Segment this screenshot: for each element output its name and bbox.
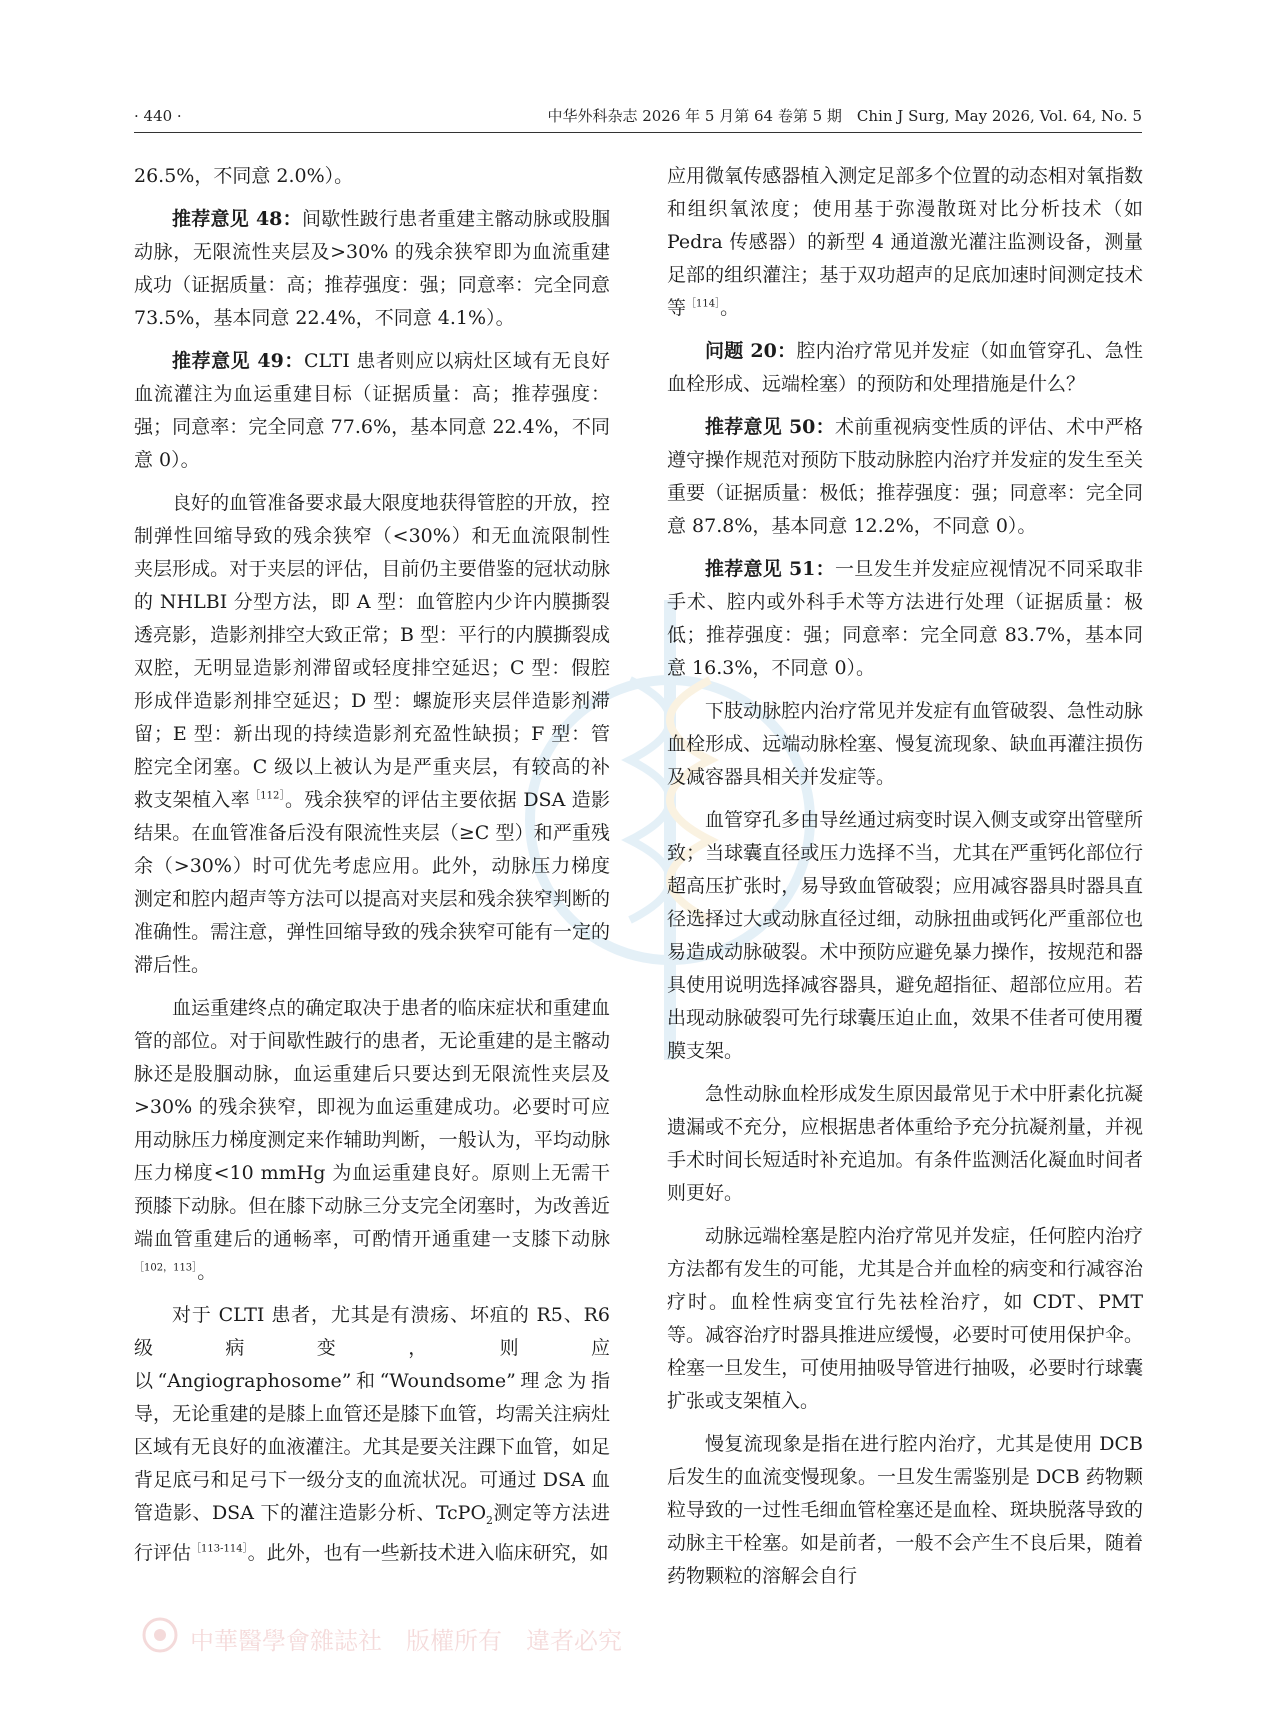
paragraph-text: 对于 CLTI 患者，尤其是有溃疡、坏疽的 R5、R6 级病变，则应以“Angiographosome”和“Woundsome”理念为指导，无论重建的是膝上血管还是膝下血管，均需关注病灶区域有无良好的血液灌注。尤其是要关注踝下血管，如足背足底弓和足弓下一级分支的血流状况。可通过 DSA 血管造影、DSA 下的灌注造影分析、TcPO (134, 1304, 610, 1524)
recommendation-51 (667, 553, 1143, 685)
paragraph-text: 一旦发生并发症应视情况不同采取非手术、腔内或外科手术等方法进行处理（证据质量：极低；推荐强度：强；同意率：完全同意 83.7%，基本同意 16.3%，不同意 0）。 (667, 558, 1143, 679)
journal-citation: 中华外科杂志 2026 年 5 月第 64 卷第 5 期 Chin J Surg, May 2026, Vol. 64, No. 5 (547, 107, 1142, 125)
citation-ref: ［113-114］ (191, 1543, 248, 1555)
paragraph-text: 腔内治疗常见并发症（如血管穿孔、急性血栓形成、远端栓塞）的预防和处理措施是什么？ (667, 340, 1143, 395)
paragraph-text: 。 (197, 1261, 217, 1283)
paragraph-text: 间歇性跛行患者重建主髂动脉或股腘动脉，无限流性夹层及>30% 的残余狭窄即为血流重建成功（证据质量：高；推荐强度：强；同意率：完全同意 73.5%，基本同意 22.4%，不同意 4.1%）。 (134, 208, 610, 329)
paragraph (667, 160, 1143, 325)
paragraph-text: 良好的血管准备要求最大限度地获得管腔的开放，控制弹性回缩导致的残余狭窄（<30%）和无血流限制性夹层形成。对于夹层的评估，目前仍主要借鉴的冠状动脉的 NHLBI 分型方法，即 A 型：血管腔内少许内膜撕裂透亮影，造影剂排空大致正常；B 型：平行的内膜撕裂成双腔，无明显造影剂滞留或轻度排空延迟；C 型：假腔形成伴造影剂排空延迟；D 型：螺旋形夹层伴造影剂滞留；E 型：新出现的持续造影剂充盈性缺损；F 型：管腔完全闭塞。C 级以上被认为是严重夹层，有较高的补救支架植入率 (134, 492, 611, 811)
paragraph-text: 。 (720, 297, 740, 319)
paragraph (134, 992, 610, 1289)
paragraph (134, 1299, 610, 1570)
running-header (134, 104, 1142, 128)
paragraph-text: 。此外，也有一些新技术进入临床研究，如 (247, 1541, 609, 1564)
recommendation-label: 推荐意见 50： (705, 416, 835, 438)
right-column (667, 160, 1143, 1603)
page-number: · 440 · (134, 107, 182, 125)
subscript: 2 (486, 1513, 494, 1527)
citation-ref: ［102，113］ (134, 1262, 198, 1274)
question-label: 问题 20： (705, 340, 797, 362)
publisher-seal-text: 中華醫學會雜誌社 版權所有 違者必究 (190, 1627, 622, 1655)
paragraph: 动脉远端栓塞是腔内治疗常见并发症，任何腔内治疗方法都有发生的可能，尤其是合并血栓的病变和行减容治疗时。血栓性病变宜行先祛栓治疗，如 CDT、PMT 等。减容治疗时器具推进应缓慢，必要时可使用保护伞。栓塞一旦发生，可使用抽吸导管进行抽吸，必要时行球囊扩张或支架植入。 (667, 1225, 1143, 1412)
paragraph-text: 。残余狭窄的评估主要依据 DSA 造影结果。在血管准备后没有限流性夹层（≥C 型）和严重残余（>30%）时可优先考虑应用。此外，动脉压力梯度测定和腔内超声等方法可以提高对夹层和残余狭窄判断的准确性。需注意，弹性回缩导致的残余狭窄可能有一定的滞后性。 (134, 789, 610, 976)
flower-logo-icon (140, 1615, 180, 1655)
paragraph: 慢复流现象是指在进行腔内治疗，尤其是使用 DCB 后发生的血流变慢现象。一旦发生需鉴别是 DCB 药物颗粒导致的一过性毛细血管栓塞还是血栓、斑块脱落导致的动脉主干栓塞。如是前者，一般不会产生不良后果，随着药物颗粒的溶解会自行 (667, 1433, 1143, 1587)
paragraph-text: 26.5%，不同意 2.0%）。 (134, 165, 354, 187)
question-20 (667, 335, 1143, 401)
paragraph-text: CLTI 患者则应以病灶区域有无良好血流灌注为血运重建目标（证据质量：高；推荐强度：强；同意率：完全同意 77.6%，基本同意 22.4%，不同意 0）。 (134, 350, 610, 471)
publisher-seal-watermark (140, 1615, 622, 1659)
paragraph-text: 测定等方法进行评估 (134, 1502, 610, 1564)
paragraph (134, 160, 610, 193)
recommendation-label: 推荐意见 48： (172, 208, 302, 230)
recommendation-49 (134, 345, 610, 477)
citation-ref: ［114］ (686, 298, 721, 310)
paragraph (134, 487, 610, 982)
paragraph: 下肢动脉腔内治疗常见并发症有血管破裂、急性动脉血栓形成、远端动脉栓塞、慢复流现象、缺血再灌注损伤及减容器具相关并发症等。 (667, 700, 1143, 788)
paragraph-text: 术前重视病变性质的评估、术中严格遵守操作规范对预防下肢动脉腔内治疗并发症的发生至关重要（证据质量：极低；推荐强度：强；同意率：完全同意 87.8%，基本同意 12.2%，不同意 0）。 (667, 416, 1143, 537)
paragraph: 急性动脉血栓形成发生原因最常见于术中肝素化抗凝遗漏或不充分，应根据患者体重给予充分抗凝剂量，并视手术时间长短适时补充追加。有条件监测活化凝血时间者则更好。 (667, 1083, 1143, 1204)
recommendation-label: 推荐意见 49： (172, 350, 304, 372)
left-column (134, 160, 610, 1580)
paragraph-text: 血运重建终点的确定取决于患者的临床症状和重建血管的部位。对于间歇性跛行的患者，无论重建的是主髂动脉还是股腘动脉，血运重建后只要达到无限流性夹层及>30% 的残余狭窄，即视为血运重建成功。必要时可应用动脉压力梯度测定来作辅助判断，一般认为，平均动脉压力梯度<10 mmHg 为血运重建良好。原则上无需干预膝下动脉。但在膝下动脉三分支完全闭塞时，为改善近端血管重建后的通畅率，可酌情开通重建一支膝下动脉 (134, 997, 610, 1250)
recommendation-label: 推荐意见 51： (705, 558, 835, 580)
header-rule (134, 132, 1142, 133)
paragraph-text: 应用微氧传感器植入测定足部多个位置的动态相对氧指数和组织氧浓度；使用基于弥漫散斑对比分析技术（如 Pedra 传感器）的新型 4 通道激光灌注监测设备，测量足部的组织灌注；基于双功超声的足底加速时间测定技术等 (667, 165, 1143, 319)
recommendation-48 (134, 203, 610, 335)
recommendation-50 (667, 411, 1143, 543)
citation-ref: ［112］ (249, 790, 286, 802)
paragraph: 血管穿孔多由导丝通过病变时误入侧支或穿出管壁所致；当球囊直径或压力选择不当，尤其在严重钙化部位行超高压扩张时，易导致血管破裂；应用减容器具时器具直径选择过大或动脉直径过细，动脉扭曲或钙化严重部位也易造成动脉破裂。术中预防应避免暴力操作，按规范和器具使用说明选择减容器具，避免超指征、超部位应用。若出现动脉破裂可先行球囊压迫止血，效果不佳者可使用覆膜支架。 (667, 809, 1143, 1062)
